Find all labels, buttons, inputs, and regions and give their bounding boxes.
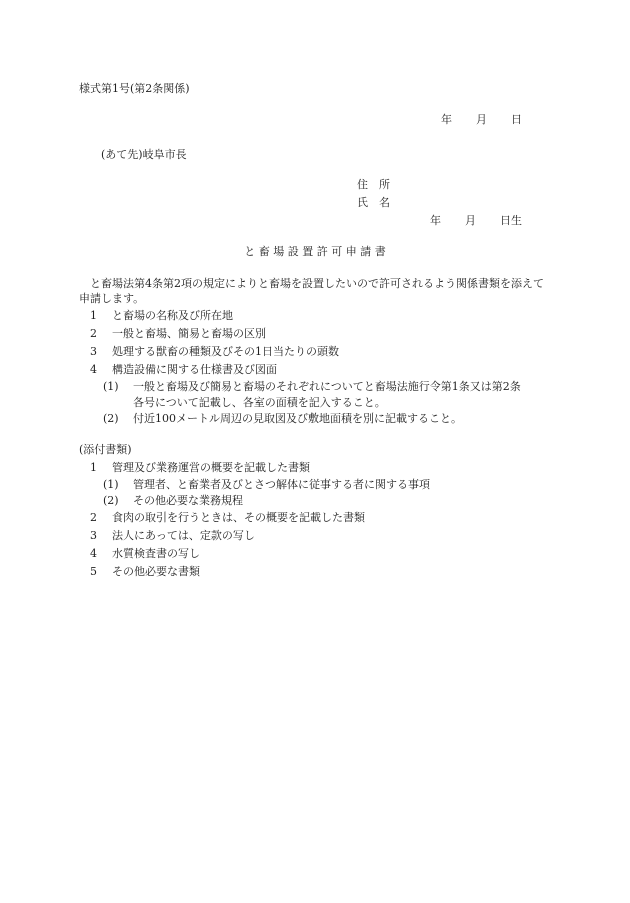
birth-year-label: 年 <box>430 214 441 227</box>
list-item: 5 その他必要な書類 <box>90 565 200 578</box>
sub-item: (2) 付近100メートル周辺の見取図及び敷地面積を別に記載すること。 <box>103 412 462 425</box>
date-month-label: 月 <box>476 113 487 126</box>
addressee: (あて先)岐阜市長 <box>101 148 187 161</box>
intro-text: と畜場法第4条第2項の規定によりと畜場を設置したいので許可されるよう関係書類を添えて申請します。 <box>79 277 544 305</box>
attachments-heading: (添付書類) <box>79 443 132 456</box>
sub-item: (1) 管理者、と畜業者及びとさつ解体に従事する者に関する事項 <box>103 478 430 491</box>
list-item: 2 一般と畜場、簡易と畜場の区別 <box>90 327 266 340</box>
address-label: 住 所 <box>357 178 390 191</box>
list-item: 4 構造設備に関する仕様書及び図面 <box>90 363 277 376</box>
birth-month-label: 月 <box>465 214 476 227</box>
list-item: 4 水質検査書の写し <box>90 547 200 560</box>
date-day-label: 日 <box>511 113 522 126</box>
document-title: と 畜 場 設 置 許 可 申 請 書 <box>244 245 386 258</box>
intro-paragraph <box>79 276 551 306</box>
sub-item-continuation: 各号について記載し、各室の面積を記入すること。 <box>133 396 386 409</box>
birth-day-label: 日生 <box>500 214 522 227</box>
list-item: 1 と畜場の名称及び所在地 <box>90 309 233 322</box>
list-item: 3 処理する獣畜の種類及びその1日当たりの頭数 <box>90 345 339 358</box>
sub-item: (1) 一般と畜場及び簡易と畜場のそれぞれについてと畜場法施行令第1条又は第2条 <box>103 380 521 393</box>
list-item: 3 法人にあっては、定款の写し <box>90 529 255 542</box>
date-year-label: 年 <box>441 113 452 126</box>
sub-item: (2) その他必要な業務規程 <box>103 494 243 507</box>
list-item: 1 管理及び業務運営の概要を記載した書類 <box>90 461 310 474</box>
list-item: 2 食肉の取引を行うときは、その概要を記載した書類 <box>90 511 365 524</box>
form-number: 様式第1号(第2条関係) <box>79 82 190 95</box>
name-label: 氏 名 <box>357 196 390 209</box>
